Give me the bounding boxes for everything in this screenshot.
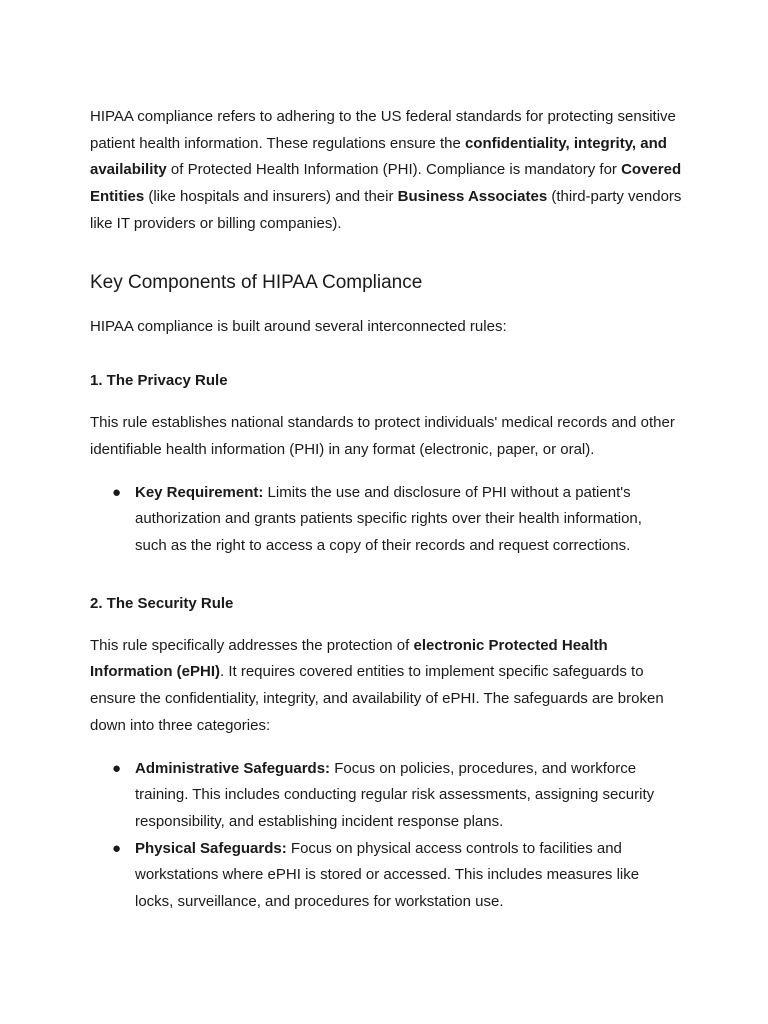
list-item [90, 836, 665, 916]
bullet-icon: ● [112, 759, 122, 777]
privacy-rule-heading: 1. The Privacy Rule [90, 372, 228, 390]
security-rule-list [90, 756, 690, 916]
list-item-text: Focus on physical access controls to facilities and workstations where ePHI is stored or accessed. This includes measures like locks, surveillance, and procedures for workstation use. [135, 839, 640, 911]
security-rule-description [90, 633, 690, 740]
document-page [90, 104, 690, 916]
section-heading: Key Components of HIPAA Compliance [90, 271, 423, 293]
security-rule-heading: 2. The Security Rule [90, 594, 234, 612]
list-item-text: Focus on policies, procedures, and workforce training. This includes conducting regular risk assessments, assigning security responsibility, and establishing incident response plans. [135, 759, 655, 830]
intro-text-2: of Protected Health Information (PHI). Compliance is mandatory for [166, 161, 622, 179]
security-desc-text-1: This rule specifically addresses the protection of [90, 636, 414, 654]
list-item [90, 756, 665, 836]
list-item-label: Key Requirement: [135, 483, 264, 501]
list-item-label: Physical Safeguards: [135, 839, 287, 857]
list-item [90, 480, 665, 560]
list-item-text: Limits the use and disclosure of PHI without a patient's authorization and grants patients specific rights over their health information, such as the right to access a copy of their records and request corrections. [135, 483, 642, 555]
bullet-icon: ● [112, 483, 122, 501]
list-item-label: Administrative Safeguards: [135, 759, 331, 777]
intro-bold-business-associates: Business Associates [397, 188, 548, 206]
intro-paragraph [90, 104, 690, 238]
intro-text-3: (like hospitals and insurers) and their [144, 188, 398, 206]
intro-text-1: HIPAA compliance refers to adhering to the US federal standards for protecting sensitive patient health information. These regulations ensure the [90, 108, 676, 152]
bullet-icon: ● [112, 839, 122, 857]
section-lead: HIPAA compliance is built around several interconnected rules: [90, 317, 507, 335]
privacy-rule-description: This rule establishes national standards to protect individuals' medical records and other identifiable health information (PHI) in any format (electronic, paper, or oral). [90, 414, 675, 458]
privacy-rule-list [90, 480, 690, 560]
intro-bold-covered-entities: Covered Entities [90, 161, 682, 206]
intro-bold-cia: confidentiality, integrity, and availability [90, 134, 667, 179]
security-desc-text-2: . It requires covered entities to implement specific safeguards to ensure the confidentiality, integrity, and availability of ePHI. The safeguards are broken down into three categories: [90, 663, 664, 734]
security-desc-bold: electronic Protected Health Information (ePHI) [90, 636, 608, 681]
intro-text-4: (third-party vendors like IT providers or billing companies). [90, 188, 682, 232]
